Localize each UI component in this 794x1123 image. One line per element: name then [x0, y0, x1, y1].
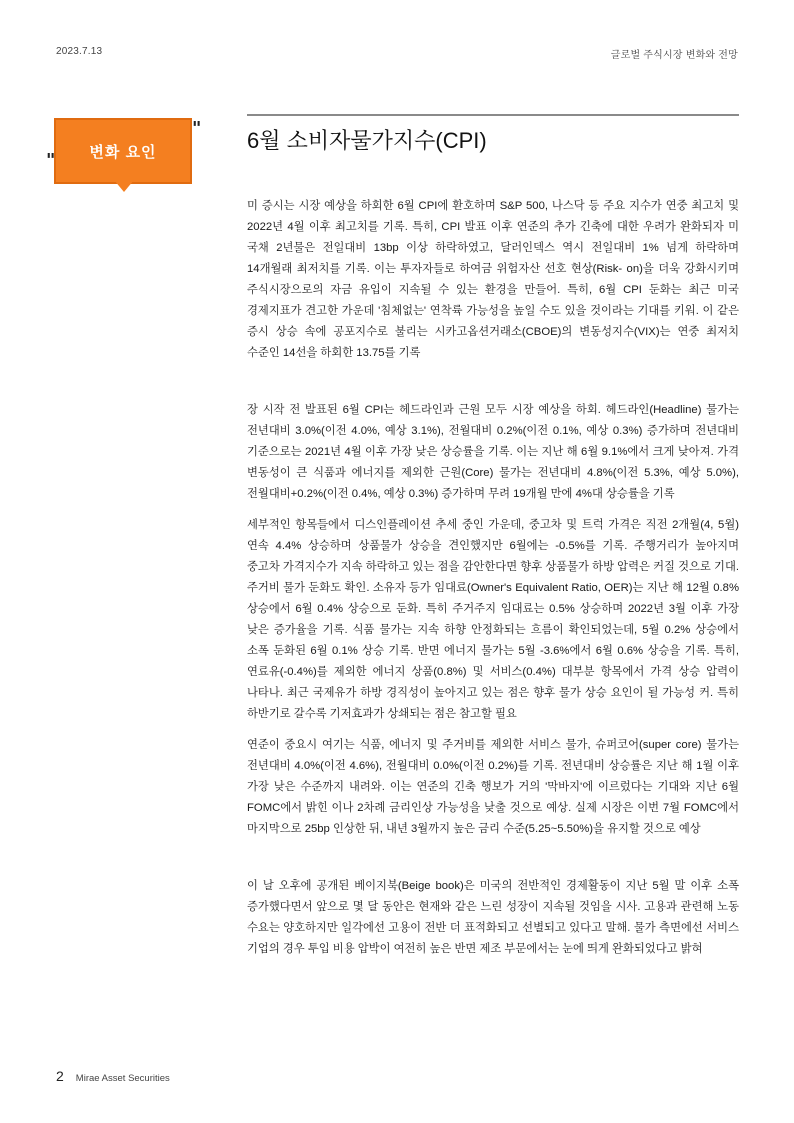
page-title: 6월 소비자물가지수(CPI) [247, 128, 487, 153]
title-rule [247, 114, 739, 116]
section-callout [54, 118, 192, 198]
paragraph: 장 시작 전 발표된 6월 CPI는 헤드라인과 근원 모두 시장 예상을 하회. 헤드라인(Headline) 물가는 전년대비 3.0%(이전 4.0%, 예상 3.1%), 전월대비 0.2%(이전 0.1%, 예상 0.3%) 증가하며 전년대비 기준으로는 2021년 4월 이후 가장 낮은 상승률을 기록. 이는 지난 해 6월 9.1%에서 크게 낮아져. 가격 변동성이 큰 식품과 에너지를 제외한 근원(Core) 물가는 전년대비 4.8%(이전 5.3%, 예상 5.0%), 전월대비+0.2%(이전 0.4%, 예상 0.3%) 증가하며 무려 19개월 만에 4%대 상승률을 기록 [247, 404, 739, 500]
paragraph: 이 날 오후에 공개된 베이지북(Beige book)은 미국의 전반적인 경제활동이 지난 5월 말 이후 소폭 증가했다면서 앞으로 몇 달 동안은 현재와 같은 느린 성장이 지속될 것임을 시사. 고용과 관련해 노동 수요는 양호하지만 일각에선 고용이 전반 더 표적화되고 선별되고 있다고 말해. 물가 측면에선 서비스 기업의 경우 투입 비용 압박이 여전히 높은 반면 제조 부문에서는 눈에 띄게 완화되었다고 밝혀 [247, 880, 739, 955]
report-date: 2023.7.13 [56, 46, 103, 57]
paragraph: 미 증시는 시장 예상을 하회한 6월 CPI에 환호하며 S&P 500, 나스닥 등 주요 지수가 연중 최고치 및 2022년 4월 이후 최고치를 기록. 특히, CPI 발표 이후 연준의 추가 긴축에 대한 우려가 완화되자 미 국채 2년물은 전일대비 13bp 이상 하락하였고, 달러인덱스 역시 전일대비 1% 넘게 하락하며 14개월래 최저치를 기록. 이는 투자자들로 하여금 위험자산 선호 현상(Risk- on)을 더욱 강화시키며 주식시장으로의 자금 유입이 지속될 수 있는 환경을 만들어. 특히, 6월 CPI 둔화는 최근 미국 경제지표가 견고한 가운데 '침체없는' 연착륙 가능성을 높일 수도 있을 것이라는 기대를 키워. 이 같은 증시 상승 속에 공포지수로 불리는 시카고옵션거래소(CBOE)의 변동성지수(VIX)는 연중 최저치 수준인 14선을 하회한 13.75를 기록 [247, 200, 739, 359]
close-quote-mark: " [192, 118, 202, 139]
report-title: 글로벌 주식시장 변화와 전망 [610, 50, 738, 61]
open-quote-mark: " [46, 150, 56, 171]
article-body [247, 196, 739, 960]
page-number: 2 [56, 1068, 64, 1084]
callout-tail [114, 180, 134, 192]
paragraph: 세부적인 항목들에서 디스인플레이션 추세 중인 가운데, 중고차 및 트럭 가격은 직전 2개월(4, 5월) 연속 4.4% 상승하며 상품물가 상승을 견인했지만 6월에는 -0.5%를 기록. 주행거리가 높아지며 중고차 가격지수가 지속 하락하고 있는 점을 감안한다면 향후 상품물가 하방 압력은 커질 것으로 기대. 주거비 물가 둔화도 확인. 소유자 등가 임대료(Owner's Equivalent Ratio, OER)는 지난 해 12월 0.8% 상승에서 6월 0.4% 상승으로 둔화. 특히 주거주지 임대료는 0.5% 상승하며 2022년 3월 이후 가장 낮은 증가율을 기록. 식품 물가는 지속 하향 안정화되는 흐름이 확인되었는데, 5월 0.2% 상승에서 소폭 둔화된 6월 0.1% 상승 기록. 반면 에너지 물가는 5월 -3.6%에서 6월 0.6% 상승을 기록. 특히, 연료유(-0.4%)를 제외한 에너지 상품(0.8%) 및 서비스(0.4%) 대부분 항목에서 가격 상승 압력이 나타나. 최근 국제유가 하방 경직성이 높아지고 있는 점은 향후 물가 상승 요인이 될 가능성 커. 특히 하반기로 갈수록 기저효과가 상쇄되는 점은 참고할 필요 [247, 519, 739, 720]
callout-label: 변화 요인 [54, 118, 192, 184]
page-footer [56, 1068, 170, 1084]
paragraph: 연준이 중요시 여기는 식품, 에너지 및 주거비를 제외한 서비스 물가, 슈퍼코어(super core) 물가는 전년대비 4.0%(이전 4.6%), 전월대비 0.0%(이전 0.2%)를 기록. 전년대비 상승률은 지난 해 1월 이후 가장 낮은 수준까지 내려와. 이는 연준의 긴축 행보가 거의 '막바지'에 이르렀다는 기대와 지난 6월 FOMC에서 밝힌 이나 2차례 금리인상 가능성을 낮출 것으로 예상. 실제 시장은 이번 7월 FOMC에서 마지막으로 25bp 인상한 뒤, 내년 3월까지 높은 금리 수준(5.25~5.50%)을 유지할 것으로 예상 [247, 739, 739, 835]
firm-name: Mirae Asset Securities [75, 1073, 170, 1084]
